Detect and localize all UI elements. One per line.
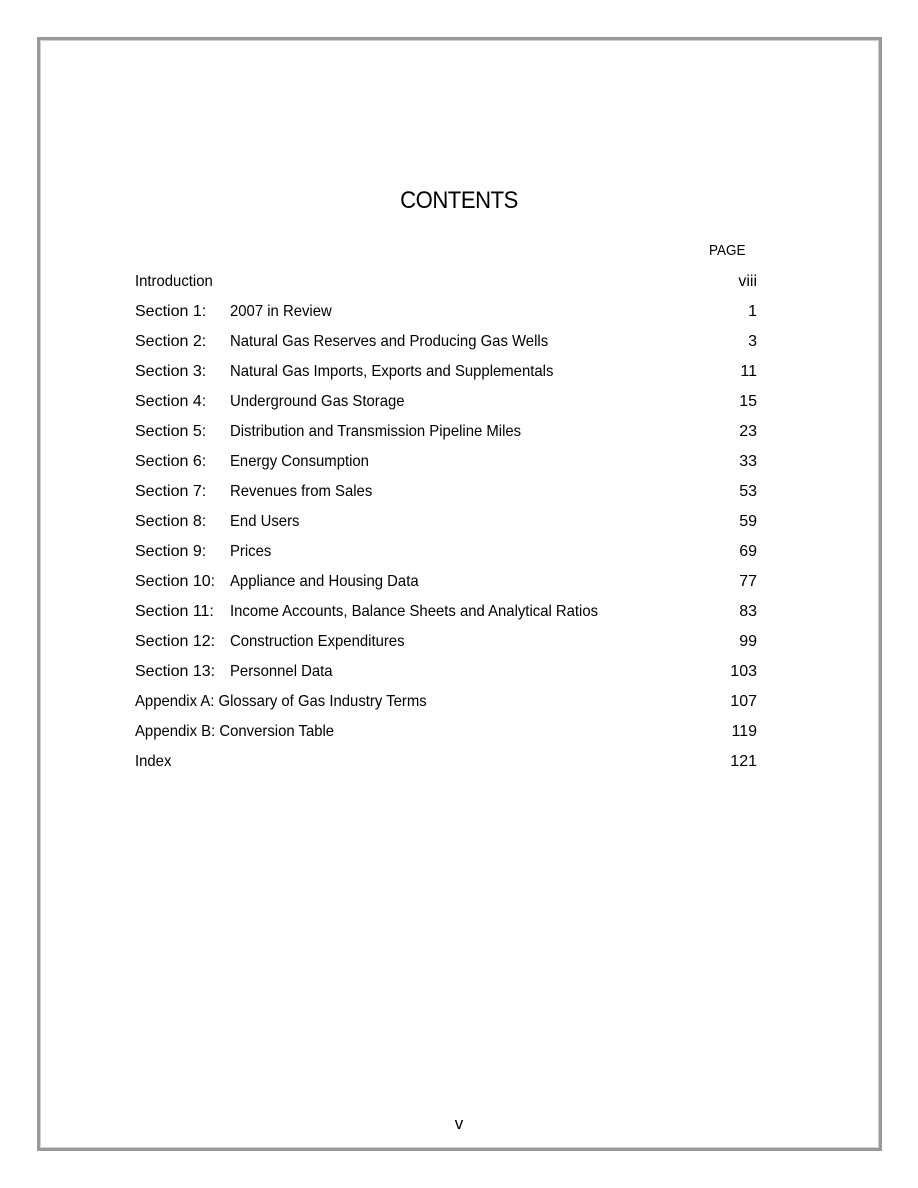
toc-section-label: Section 10: <box>135 573 219 590</box>
toc-section-label: Section 7: <box>135 483 210 500</box>
toc-page-number: 3 <box>748 333 757 350</box>
toc-section-label: Section 3: <box>135 363 210 380</box>
page-title: CONTENTS <box>400 187 518 214</box>
toc-page-number: 69 <box>739 543 757 560</box>
toc-entry[interactable] <box>135 387 757 417</box>
toc-entry[interactable] <box>135 747 757 777</box>
toc-page-number: 103 <box>730 663 757 680</box>
toc-entry[interactable] <box>135 327 757 357</box>
toc-entry[interactable] <box>135 717 757 747</box>
toc-entry-title: Income Accounts, Balance Sheets and Analytical Ratios <box>230 597 602 627</box>
toc-page-number: 77 <box>739 573 757 590</box>
toc-entry[interactable] <box>135 507 757 537</box>
toc-page-number: 15 <box>739 393 757 410</box>
page-number: v <box>454 1114 464 1133</box>
page-column-heading: PAGE <box>709 242 746 259</box>
toc-page-number: 99 <box>739 633 757 650</box>
toc-entry[interactable] <box>135 477 757 507</box>
toc-entry[interactable] <box>135 567 757 597</box>
toc-section-label: Section 9: <box>135 543 210 560</box>
toc-entry[interactable] <box>135 417 757 447</box>
toc-entry-title: Underground Gas Storage <box>230 387 408 417</box>
toc-page-number: 121 <box>730 753 757 770</box>
toc-page-number: 11 <box>740 363 757 380</box>
toc-entry-title: Appliance and Housing Data <box>230 567 422 597</box>
toc-entry-title: Prices <box>230 537 275 567</box>
toc-entry[interactable] <box>135 297 757 327</box>
toc-page-number: 53 <box>739 483 757 500</box>
toc-page-number: 107 <box>730 693 757 710</box>
toc-entry[interactable] <box>135 537 757 567</box>
toc-page-number: viii <box>738 273 757 290</box>
toc-entry[interactable] <box>135 657 757 687</box>
toc-page-number: 119 <box>731 723 757 740</box>
toc-page-number: 23 <box>739 423 757 440</box>
toc-entry[interactable] <box>135 357 757 387</box>
toc-page-number: 1 <box>748 303 757 320</box>
toc-section-label: Section 12: <box>135 633 219 650</box>
toc-section-label: Section 5: <box>135 423 210 440</box>
toc-entry[interactable] <box>135 597 757 627</box>
toc-entry-title: Construction Expenditures <box>230 627 408 657</box>
toc-section-label: Section 11: <box>135 603 218 620</box>
toc-entry[interactable] <box>135 687 757 717</box>
toc-entry-title: Personnel Data <box>230 657 336 687</box>
toc-entry-title: End Users <box>230 507 303 537</box>
toc-entry[interactable] <box>135 267 757 297</box>
toc-entry[interactable] <box>135 627 757 657</box>
toc-section-label: Section 8: <box>135 513 210 530</box>
toc-section-label: Section 4: <box>135 393 210 410</box>
toc-section-label: Section 13: <box>135 663 219 680</box>
toc-entry[interactable] <box>135 447 757 477</box>
toc-entry-title: Appendix B: Conversion Table <box>135 717 338 747</box>
toc-entry-title: Revenues from Sales <box>230 477 376 507</box>
toc-entry-title: Distribution and Transmission Pipeline Miles <box>230 417 525 447</box>
toc-page-number: 83 <box>739 603 757 620</box>
toc-entry-title: Energy Consumption <box>230 447 373 477</box>
toc-entry-title: Introduction <box>135 267 216 297</box>
toc-section-label: Section 6: <box>135 453 210 470</box>
toc-page-number: 59 <box>739 513 757 530</box>
toc-entry-title: Natural Gas Imports, Exports and Supplementals <box>230 357 557 387</box>
toc-entry-title: Appendix A: Glossary of Gas Industry Terms <box>135 687 430 717</box>
toc-page-number: 33 <box>739 453 757 470</box>
toc-entry-title: Natural Gas Reserves and Producing Gas Wells <box>230 327 552 357</box>
toc-entry-title: 2007 in Review <box>230 297 335 327</box>
toc-section-label: Section 1: <box>135 303 210 320</box>
toc-section-label: Section 2: <box>135 333 210 350</box>
toc-entry-title: Index <box>135 747 175 777</box>
table-of-contents <box>135 267 757 777</box>
